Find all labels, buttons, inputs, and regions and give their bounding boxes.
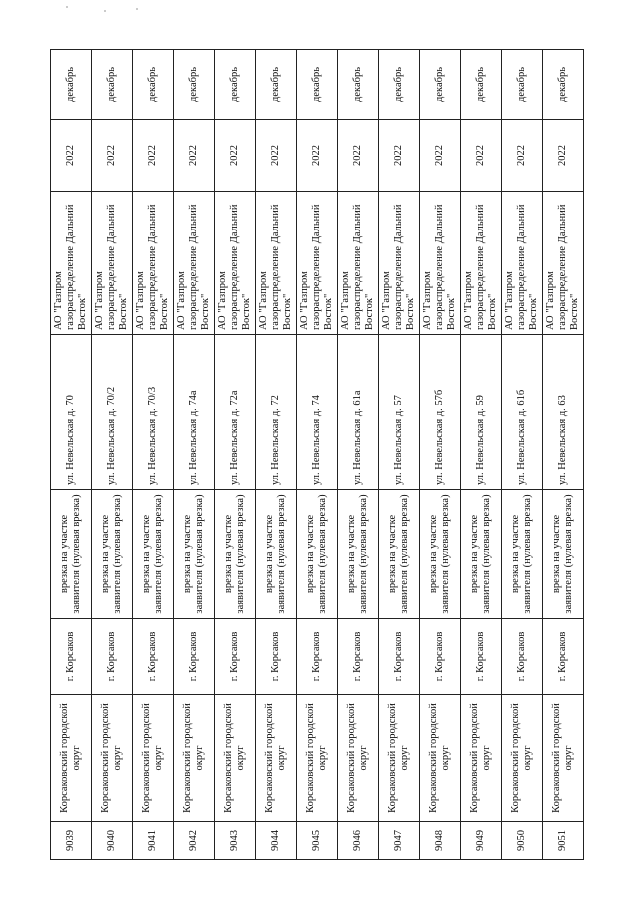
table-row [133, 50, 174, 860]
address-cell: ул. Невельская д. 70 [51, 335, 92, 490]
city-cell: г. Корсаков [256, 619, 297, 695]
row-number-cell: 9040 [92, 822, 133, 860]
work-schedule-table [50, 49, 584, 860]
work-type-cell: врезка на участке заявителя (нулевая врезка) [338, 490, 379, 619]
work-type-cell: врезка на участке заявителя (нулевая врезка) [297, 490, 338, 619]
row-number-cell: 9044 [256, 822, 297, 860]
address-cell: ул. Невельская д. 61б [502, 335, 543, 490]
work-type-cell: врезка на участке заявителя (нулевая врезка) [256, 490, 297, 619]
row-number-cell: 9050 [502, 822, 543, 860]
work-type-cell: врезка на участке заявителя (нулевая врезка) [174, 490, 215, 619]
scan-speck [136, 8, 138, 10]
year-cell: 2022 [461, 120, 502, 192]
year-cell: 2022 [379, 120, 420, 192]
row-number-cell: 9047 [379, 822, 420, 860]
month-cell: декабрь [297, 50, 338, 120]
organization-cell: АО "Газпром газораспределение Дальний Восток" [174, 192, 215, 335]
month-cell: декабрь [174, 50, 215, 120]
address-cell: ул. Невельская д. 70/2 [92, 335, 133, 490]
row-number-cell: 9048 [420, 822, 461, 860]
organization-cell: АО "Газпром газораспределение Дальний Восток" [51, 192, 92, 335]
year-cell: 2022 [92, 120, 133, 192]
district-cell: Корсаковский городской округ [256, 695, 297, 822]
scan-speck [66, 6, 68, 8]
address-cell: ул. Невельская д. 59 [461, 335, 502, 490]
month-cell: декабрь [502, 50, 543, 120]
city-cell: г. Корсаков [133, 619, 174, 695]
year-cell: 2022 [256, 120, 297, 192]
organization-cell: АО "Газпром газораспределение Дальний Восток" [92, 192, 133, 335]
address-cell: ул. Невельская д. 57б [420, 335, 461, 490]
district-cell: Корсаковский городской округ [461, 695, 502, 822]
district-cell: Корсаковский городской округ [215, 695, 256, 822]
city-cell: г. Корсаков [51, 619, 92, 695]
organization-cell: АО "Газпром газораспределение Дальний Восток" [215, 192, 256, 335]
address-cell: ул. Невельская д. 57 [379, 335, 420, 490]
work-type-cell: врезка на участке заявителя (нулевая врезка) [543, 490, 584, 619]
address-cell: ул. Невельская д. 70/3 [133, 335, 174, 490]
year-cell: 2022 [133, 120, 174, 192]
city-cell: г. Корсаков [461, 619, 502, 695]
year-cell: 2022 [215, 120, 256, 192]
table-row [92, 50, 133, 860]
row-number-cell: 9046 [338, 822, 379, 860]
organization-cell: АО "Газпром газораспределение Дальний Восток" [543, 192, 584, 335]
year-cell: 2022 [338, 120, 379, 192]
month-cell: декабрь [338, 50, 379, 120]
address-cell: ул. Невельская д. 72 [256, 335, 297, 490]
table-row [51, 50, 92, 860]
work-type-cell: врезка на участке заявителя (нулевая врезка) [379, 490, 420, 619]
month-cell: декабрь [51, 50, 92, 120]
district-cell: Корсаковский городской округ [51, 695, 92, 822]
city-cell: г. Корсаков [215, 619, 256, 695]
city-cell: г. Корсаков [379, 619, 420, 695]
table-row [543, 50, 584, 860]
address-cell: ул. Невельская д. 74а [174, 335, 215, 490]
row-number-cell: 9039 [51, 822, 92, 860]
organization-cell: АО "Газпром газораспределение Дальний Восток" [379, 192, 420, 335]
organization-cell: АО "Газпром газораспределение Дальний Восток" [338, 192, 379, 335]
rotated-table-wrapper [50, 50, 580, 860]
district-cell: Корсаковский городской округ [133, 695, 174, 822]
row-number-cell: 9051 [543, 822, 584, 860]
table-row [420, 50, 461, 860]
work-type-cell: врезка на участке заявителя (нулевая врезка) [420, 490, 461, 619]
address-cell: ул. Невельская д. 74 [297, 335, 338, 490]
city-cell: г. Корсаков [338, 619, 379, 695]
month-cell: декабрь [543, 50, 584, 120]
row-number-cell: 9043 [215, 822, 256, 860]
work-type-cell: врезка на участке заявителя (нулевая врезка) [133, 490, 174, 619]
city-cell: г. Корсаков [502, 619, 543, 695]
month-cell: декабрь [133, 50, 174, 120]
district-cell: Корсаковский городской округ [543, 695, 584, 822]
year-cell: 2022 [543, 120, 584, 192]
district-cell: Корсаковский городской округ [297, 695, 338, 822]
table-row [461, 50, 502, 860]
district-cell: Корсаковский городской округ [420, 695, 461, 822]
scan-speck [104, 10, 106, 12]
work-type-cell: врезка на участке заявителя (нулевая врезка) [51, 490, 92, 619]
organization-cell: АО "Газпром газораспределение Дальний Восток" [420, 192, 461, 335]
table-row [174, 50, 215, 860]
organization-cell: АО "Газпром газораспределение Дальний Восток" [133, 192, 174, 335]
table-row [256, 50, 297, 860]
month-cell: декабрь [461, 50, 502, 120]
city-cell: г. Корсаков [174, 619, 215, 695]
table-row [338, 50, 379, 860]
row-number-cell: 9049 [461, 822, 502, 860]
address-cell: ул. Невельская д. 61а [338, 335, 379, 490]
city-cell: г. Корсаков [420, 619, 461, 695]
city-cell: г. Корсаков [543, 619, 584, 695]
year-cell: 2022 [51, 120, 92, 192]
row-number-cell: 9041 [133, 822, 174, 860]
month-cell: декабрь [92, 50, 133, 120]
table-row [502, 50, 543, 860]
month-cell: декабрь [379, 50, 420, 120]
district-cell: Корсаковский городской округ [379, 695, 420, 822]
work-type-cell: врезка на участке заявителя (нулевая врезка) [461, 490, 502, 619]
row-number-cell: 9045 [297, 822, 338, 860]
work-type-cell: врезка на участке заявителя (нулевая врезка) [92, 490, 133, 619]
organization-cell: АО "Газпром газораспределение Дальний Восток" [502, 192, 543, 335]
district-cell: Корсаковский городской округ [174, 695, 215, 822]
organization-cell: АО "Газпром газораспределение Дальний Восток" [256, 192, 297, 335]
table-body [51, 50, 584, 860]
month-cell: декабрь [256, 50, 297, 120]
month-cell: декабрь [420, 50, 461, 120]
work-type-cell: врезка на участке заявителя (нулевая врезка) [502, 490, 543, 619]
district-cell: Корсаковский городской округ [338, 695, 379, 822]
district-cell: Корсаковский городской округ [502, 695, 543, 822]
work-type-cell: врезка на участке заявителя (нулевая врезка) [215, 490, 256, 619]
district-cell: Корсаковский городской округ [92, 695, 133, 822]
table-row [297, 50, 338, 860]
table-row [379, 50, 420, 860]
address-cell: ул. Невельская д. 63 [543, 335, 584, 490]
year-cell: 2022 [297, 120, 338, 192]
table-row [215, 50, 256, 860]
year-cell: 2022 [174, 120, 215, 192]
year-cell: 2022 [420, 120, 461, 192]
month-cell: декабрь [215, 50, 256, 120]
organization-cell: АО "Газпром газораспределение Дальний Восток" [461, 192, 502, 335]
address-cell: ул. Невельская д. 72а [215, 335, 256, 490]
row-number-cell: 9042 [174, 822, 215, 860]
city-cell: г. Корсаков [297, 619, 338, 695]
organization-cell: АО "Газпром газораспределение Дальний Восток" [297, 192, 338, 335]
city-cell: г. Корсаков [92, 619, 133, 695]
year-cell: 2022 [502, 120, 543, 192]
